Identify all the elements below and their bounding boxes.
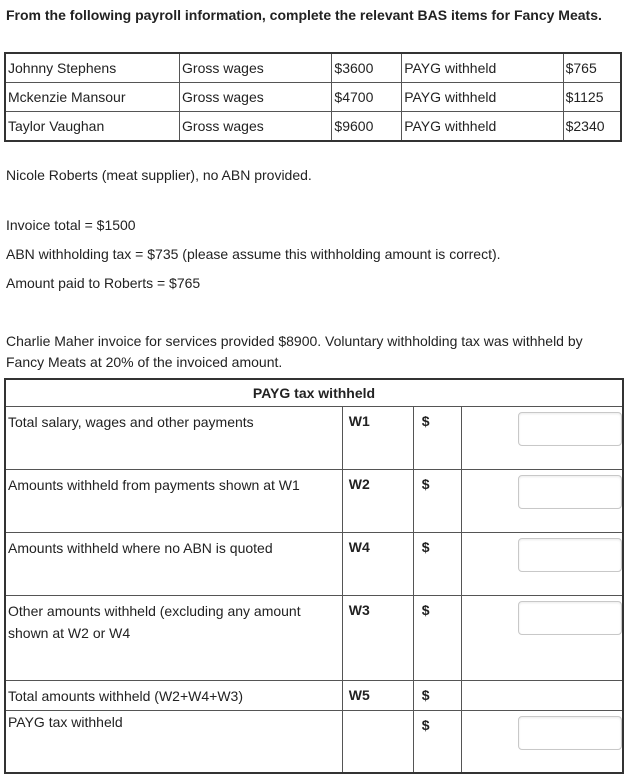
bas-heading: PAYG tax withheld — [5, 379, 623, 407]
row-label: PAYG tax withheld — [5, 711, 342, 773]
payg-label: PAYG withheld — [402, 83, 563, 112]
w2-input[interactable] — [518, 475, 622, 509]
employee-name: Taylor Vaughan — [5, 112, 180, 142]
employee-name: Mckenzie Mansour — [5, 83, 180, 112]
dollar-sign: $ — [413, 681, 461, 711]
wage-label: Gross wages — [180, 83, 332, 112]
wage-label: Gross wages — [180, 112, 332, 142]
table-row — [5, 533, 623, 596]
row-code — [342, 711, 413, 773]
input-cell — [461, 681, 623, 711]
dollar-sign: $ — [413, 470, 461, 533]
table-row — [5, 711, 623, 773]
supplier-intro: Nicole Roberts (meat supplier), no ABN provided. — [6, 167, 312, 183]
bas-table — [4, 378, 624, 774]
table-row — [5, 112, 621, 142]
row-code: W4 — [342, 533, 413, 596]
input-cell — [461, 596, 623, 681]
dollar-sign: $ — [413, 711, 461, 773]
table-row — [5, 596, 623, 681]
row-label: Amounts withheld where no ABN is quoted — [5, 533, 342, 596]
table-row — [5, 53, 621, 83]
row-label: Other amounts withheld (excluding any amount shown at W2 or W4 — [5, 596, 342, 681]
row-code: W1 — [342, 407, 413, 470]
payg-label: PAYG withheld — [402, 53, 563, 83]
payg-tax-withheld-input[interactable] — [518, 716, 622, 750]
employee-name: Johnny Stephens — [5, 53, 180, 83]
row-label: Total salary, wages and other payments — [5, 407, 342, 470]
input-cell — [461, 533, 623, 596]
w3-input[interactable] — [518, 601, 622, 635]
row-label: Amounts withheld from payments shown at W1 — [5, 470, 342, 533]
table-row — [5, 681, 623, 711]
wage-value: $4700 — [332, 83, 402, 112]
row-code: W5 — [342, 681, 413, 711]
table-row — [5, 83, 621, 112]
charlie-invoice-text: Charlie Maher invoice for services provided $8900. Voluntary withholding tax was withheld by Fancy Meats at 20% of the invoiced amount. — [6, 333, 583, 370]
payg-value: $1125 — [563, 83, 621, 112]
input-cell — [461, 470, 623, 533]
input-cell — [461, 407, 623, 470]
dollar-sign: $ — [413, 407, 461, 470]
row-code: W3 — [342, 596, 413, 681]
table-row — [5, 470, 623, 533]
table-row — [5, 407, 623, 470]
payroll-table — [4, 52, 622, 142]
amount-paid: Amount paid to Roberts = $765 — [6, 275, 201, 291]
row-code: W2 — [342, 470, 413, 533]
wage-value: $3600 — [332, 53, 402, 83]
intro-text: From the following payroll information, complete the relevant BAS items for Fancy Meats. — [6, 7, 602, 23]
w4-input[interactable] — [518, 538, 622, 572]
abn-withholding-tax: ABN withholding tax = $735 (please assume this withholding amount is correct). — [6, 246, 501, 262]
invoice-total: Invoice total = $1500 — [6, 217, 136, 233]
wage-value: $9600 — [332, 112, 402, 142]
dollar-sign: $ — [413, 596, 461, 681]
input-cell — [461, 711, 623, 773]
payg-label: PAYG withheld — [402, 112, 563, 142]
row-label: Total amounts withheld (W2+W4+W3) — [5, 681, 342, 711]
dollar-sign: $ — [413, 533, 461, 596]
payg-value: $2340 — [563, 112, 621, 142]
wage-label: Gross wages — [180, 53, 332, 83]
w1-input[interactable] — [518, 412, 622, 446]
payg-value: $765 — [563, 53, 621, 83]
